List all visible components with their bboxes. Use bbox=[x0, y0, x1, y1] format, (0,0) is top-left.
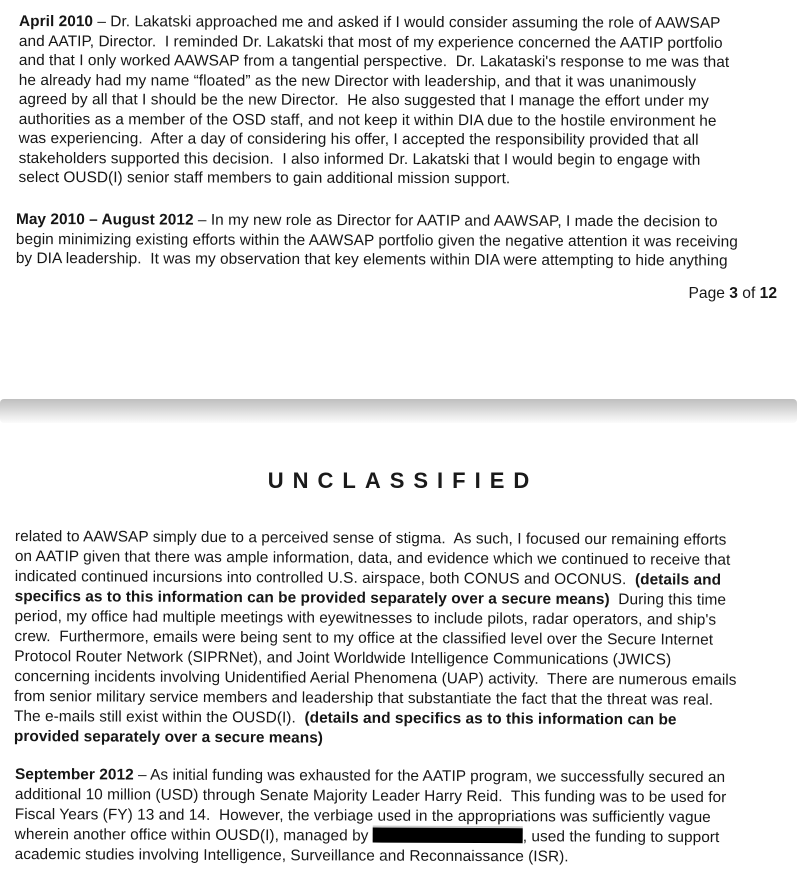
bold-text-segment: (details and specifics as to this information can be bbox=[304, 709, 677, 729]
text-segment: During this time bbox=[609, 591, 727, 609]
text-segment: and AATIP, Director. I reminded Dr. Lakatski that most of my experience concerned the AATIP portfolio bbox=[18, 32, 723, 52]
text-line bbox=[19, 70, 729, 91]
text-segment: of bbox=[737, 285, 760, 302]
text-segment: stakeholders supported this decision. I also informed Dr. Lakatski that I would begin to engage with bbox=[18, 149, 701, 169]
text-line bbox=[19, 129, 729, 150]
text-segment: and that I only worked AAWSAP from a tangential perspective. Dr. Lakataski's response to me was that bbox=[18, 51, 730, 71]
text-segment: The e-mails still exist within the OUSD(I). bbox=[13, 707, 305, 727]
text-segment: indicated continued incursions into controlled U.S. airspace, both CONUS and OCONUS. bbox=[14, 567, 636, 589]
text-segment: agreed by all that I should be the new Director. He also suggested that I manage the effort under my bbox=[18, 90, 709, 110]
text-segment: crew. Furthermore, emails were being sent to my office at the classified level over the Secure Internet bbox=[14, 627, 714, 649]
bold-text-segment: 3 bbox=[729, 285, 738, 302]
bold-text-segment: May 2010 – August 2012 bbox=[15, 211, 194, 229]
paragraph-related-aawsap bbox=[14, 527, 737, 751]
text-line bbox=[19, 31, 729, 52]
text-line bbox=[15, 845, 727, 868]
text-line bbox=[19, 51, 729, 72]
page-break-divider bbox=[0, 399, 797, 423]
text-segment: wherein another office within OUSD(I), managed by bbox=[14, 825, 373, 845]
text-segment: select OUSD(I) senior staff members to gain additional mission support. bbox=[18, 168, 511, 188]
text-line bbox=[16, 229, 738, 251]
text-segment: from senior military service members and leadership that substantiate the fact that the threat was real. bbox=[14, 687, 714, 709]
text-line bbox=[16, 210, 738, 232]
text-segment: – As initial funding was exhausted for the AATIP program, we successfully secured an bbox=[133, 766, 726, 787]
text-segment: Fiscal Years (FY) 13 and 14. However, the verbiage used in the appropriations was sufficiently vague bbox=[14, 805, 711, 827]
text-segment: related to AAWSAP simply due to a perceived sense of stigma. As such, I focused our remaining efforts bbox=[14, 528, 727, 549]
text-line bbox=[14, 727, 736, 751]
text-segment: – In my new role as Director for AATIP and AAWSAP, I made the decision to bbox=[193, 211, 718, 231]
text-line bbox=[19, 148, 729, 169]
text-segment: concerning incidents involving Unidentified Aerial Phenomena (UAP) activity. There are numerous emails bbox=[14, 667, 737, 689]
text-segment: – Dr. Lakatski approached me and asked if I would consider assuming the role of AAWSAP bbox=[93, 13, 721, 32]
classification-header: UNCLASSIFIED bbox=[267, 468, 539, 493]
text-segment: academic studies involving Intelligence, Surveillance and Reconnaissance (ISR). bbox=[14, 845, 569, 866]
text-line bbox=[16, 249, 738, 271]
text-segment: he already had my name “floated” as the new Director with leadership, and that it was unanimously bbox=[18, 71, 697, 91]
text-line bbox=[19, 90, 729, 111]
text-segment: begin minimizing existing efforts within the AAWSAP portfolio given the negative attention it was receiving bbox=[15, 230, 738, 251]
paragraph-may-2010 bbox=[16, 210, 738, 271]
bold-text-segment: 12 bbox=[759, 285, 777, 302]
text-segment: by DIA leadership. It was my observation that key elements within DIA were attempting to hide anything bbox=[15, 249, 728, 270]
text-line bbox=[19, 109, 729, 130]
text-line bbox=[689, 284, 777, 304]
bold-text-segment: (details and bbox=[634, 571, 722, 589]
redaction-bar bbox=[373, 828, 523, 844]
bold-text-segment: April 2010 bbox=[18, 12, 94, 31]
text-segment: period, my office had multiple meetings with eyewitnesses to include pilots, radar operators, and ship's bbox=[14, 607, 717, 629]
bold-text-segment: specifics as to this information can be provided separately over a secure means) bbox=[14, 587, 610, 609]
text-line bbox=[19, 12, 729, 33]
text-segment: on AATIP given that there was ample information, data, and evidence which we continued to receive that bbox=[14, 547, 731, 569]
text-segment: was experiencing. After a day of considering his offer, I accepted the responsibility provided that all bbox=[18, 129, 699, 149]
bold-text-segment: provided separately over a secure means) bbox=[13, 727, 324, 747]
text-segment: authorities as a member of the OSD staff, and not keep it within DIA due to the hostile environment he bbox=[18, 110, 717, 130]
paragraph-april-2010 bbox=[19, 12, 730, 189]
paragraph-september-2012 bbox=[15, 765, 727, 868]
text-segment: additional 10 million (USD) through Senate Majority Leader Harry Reid. This funding was to be used for bbox=[14, 785, 727, 807]
bold-text-segment: September 2012 bbox=[14, 766, 134, 784]
text-segment: Page bbox=[688, 285, 730, 302]
text-line bbox=[19, 168, 729, 189]
text-segment: Protocol Router Network (SIPRNet), and Joint Worldwide Intelligence Communications (JWICS) bbox=[14, 647, 672, 669]
page-number-label bbox=[689, 284, 777, 304]
text-segment: , used the funding to support bbox=[522, 828, 720, 847]
